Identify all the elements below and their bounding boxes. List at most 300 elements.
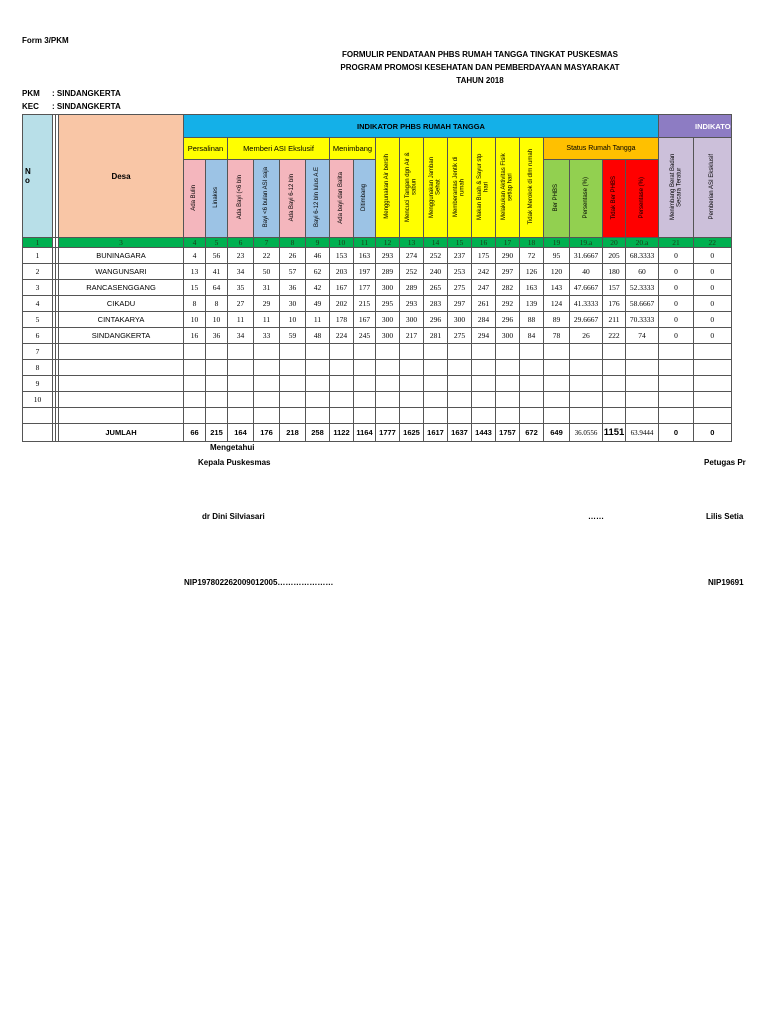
data-cell: [306, 344, 330, 360]
data-cell: 89: [544, 312, 570, 328]
blank-cell: [206, 408, 228, 424]
data-cell: [496, 344, 520, 360]
data-cell: [330, 392, 354, 408]
data-cell: [659, 376, 694, 392]
total-value: 164: [228, 424, 254, 442]
data-cell: [354, 344, 376, 360]
data-cell: 0: [694, 328, 732, 344]
data-cell: 178: [330, 312, 354, 328]
data-cell: 60: [626, 264, 659, 280]
data-cell: 0: [659, 248, 694, 264]
kepala-label: Kepala Puskesmas: [198, 458, 271, 467]
data-cell: 253: [448, 264, 472, 280]
row-number: 2: [23, 264, 53, 280]
total-value: 176: [254, 424, 280, 442]
index-cell: 13: [400, 238, 424, 248]
data-cell: [496, 376, 520, 392]
data-cell: 222: [603, 328, 626, 344]
total-value: 1443: [472, 424, 496, 442]
data-cell: [376, 360, 400, 376]
blank-cell: [424, 408, 448, 424]
data-cell: 293: [376, 248, 400, 264]
row-number: 10: [23, 392, 53, 408]
data-cell: 88: [520, 312, 544, 328]
data-cell: 31.6667: [570, 248, 603, 264]
data-cell: 62: [306, 264, 330, 280]
data-cell: 282: [496, 280, 520, 296]
pkm-value: : SINDANGKERTA: [52, 89, 121, 98]
pkm-label: PKM: [22, 89, 40, 98]
data-cell: 247: [472, 280, 496, 296]
data-cell: 22: [254, 248, 280, 264]
desa-name: RANCASENGGANG: [59, 280, 184, 296]
data-cell: 59: [280, 328, 306, 344]
blank-row: [23, 408, 732, 424]
desa-name: CIKADU: [59, 296, 184, 312]
title-line-1: FORMULIR PENDATAAN PHBS RUMAH TANGGA TINGKAT PUSKESMAS: [342, 50, 618, 59]
data-cell: 84: [520, 328, 544, 344]
total-value: 1625: [400, 424, 424, 442]
blank-cell: [472, 408, 496, 424]
data-cell: 74: [626, 328, 659, 344]
data-cell: 211: [603, 312, 626, 328]
total-value: 218: [280, 424, 306, 442]
data-cell: 50: [254, 264, 280, 280]
data-cell: 35: [228, 280, 254, 296]
data-cell: [254, 360, 280, 376]
data-cell: [496, 360, 520, 376]
sub-header-6: Ada Bayi (<6 bln: [228, 160, 254, 238]
sub-header-22: Pemberian ASI Eksklusif: [694, 138, 732, 238]
total-value: 1637: [448, 424, 472, 442]
data-cell: [400, 344, 424, 360]
data-cell: 47.6667: [570, 280, 603, 296]
data-cell: 252: [400, 264, 424, 280]
sub-header-18: Tidak Merokok di dlm rumah: [520, 138, 544, 238]
data-cell: 78: [544, 328, 570, 344]
data-cell: 175: [472, 248, 496, 264]
data-cell: 72: [520, 248, 544, 264]
index-cell: 19.a: [570, 238, 603, 248]
sub-header-19: Ber PHBS: [544, 160, 570, 238]
data-cell: 237: [448, 248, 472, 264]
data-cell: [570, 360, 603, 376]
table-row: [23, 360, 732, 376]
data-cell: 23: [228, 248, 254, 264]
blank-cell: [59, 408, 184, 424]
data-cell: 139: [520, 296, 544, 312]
data-cell: 16: [184, 328, 206, 344]
total-value: 0: [659, 424, 694, 442]
row-number: 1: [23, 248, 53, 264]
sub-header-15: Memberantas Jentik di rumah: [448, 138, 472, 238]
total-value: 1122: [330, 424, 354, 442]
data-cell: [306, 392, 330, 408]
data-cell: 296: [424, 312, 448, 328]
data-cell: [520, 376, 544, 392]
row-number: 4: [23, 296, 53, 312]
blank-cell: [659, 408, 694, 424]
asi-header: Memberi ASI Ekslusif: [228, 138, 330, 160]
index-cell: 18: [520, 238, 544, 248]
petugas-name: Lilis Setia: [706, 512, 744, 521]
data-cell: [472, 392, 496, 408]
sub-header-12: Menggunakan Air bersih: [376, 138, 400, 238]
total-value: 36.0556: [570, 424, 603, 442]
data-cell: [544, 344, 570, 360]
blank-cell: [23, 408, 53, 424]
data-cell: 27: [228, 296, 254, 312]
indikator-right-header: INDIKATO: [659, 115, 732, 138]
total-value: 1777: [376, 424, 400, 442]
data-cell: [496, 392, 520, 408]
data-cell: 10: [184, 312, 206, 328]
signature-dots: ……: [588, 512, 604, 521]
kec-label: KEC: [22, 102, 39, 111]
table-row: [23, 312, 732, 328]
index-cell: 5: [206, 238, 228, 248]
data-cell: [626, 376, 659, 392]
data-cell: [694, 360, 732, 376]
data-cell: 245: [354, 328, 376, 344]
data-cell: [659, 360, 694, 376]
indikator-header: INDIKATOR PHBS RUMAH TANGGA: [184, 115, 659, 138]
data-cell: 42: [306, 280, 330, 296]
data-cell: 295: [376, 296, 400, 312]
kec-value: : SINDANGKERTA: [52, 102, 121, 111]
kepala-name: dr Dini Silviasari: [202, 512, 265, 521]
data-cell: [228, 392, 254, 408]
data-cell: 4: [184, 248, 206, 264]
data-cell: [228, 360, 254, 376]
menimbang-header: Menimbang: [330, 138, 376, 160]
data-cell: 300: [400, 312, 424, 328]
desa-name: WANGUNSARI: [59, 264, 184, 280]
data-cell: [520, 392, 544, 408]
data-cell: 126: [520, 264, 544, 280]
blank-cell: [626, 408, 659, 424]
data-cell: 40: [570, 264, 603, 280]
title-line-3: TAHUN 2018: [456, 76, 504, 85]
desa-name: [59, 360, 184, 376]
blank-cell: [228, 408, 254, 424]
data-cell: [184, 360, 206, 376]
data-cell: [400, 360, 424, 376]
sub-header-5: Linakes: [206, 160, 228, 238]
index-cell: 8: [280, 238, 306, 248]
data-cell: 292: [496, 296, 520, 312]
data-cell: [659, 392, 694, 408]
total-value: 258: [306, 424, 330, 442]
index-cell: 22: [694, 238, 732, 248]
data-cell: [206, 376, 228, 392]
data-cell: 289: [400, 280, 424, 296]
persalinan-header: Persalinan: [184, 138, 228, 160]
sub-header-7: Bayi <6 bulan ASI saja: [254, 160, 280, 238]
data-cell: [330, 360, 354, 376]
data-cell: [448, 360, 472, 376]
phbs-table: [22, 114, 732, 442]
sub-header-16: Makan Buah & Sayur stp hari: [472, 138, 496, 238]
data-cell: 300: [496, 328, 520, 344]
data-cell: 0: [659, 296, 694, 312]
blank-cell: [448, 408, 472, 424]
data-cell: [472, 360, 496, 376]
data-cell: [448, 344, 472, 360]
petugas-nip: NIP19691: [708, 578, 744, 587]
kepala-nip: NIP197802262009012005…………………: [184, 578, 334, 587]
data-cell: 0: [694, 264, 732, 280]
data-cell: [376, 392, 400, 408]
blank-cell: [184, 408, 206, 424]
total-value: 215: [206, 424, 228, 442]
data-cell: 283: [424, 296, 448, 312]
data-cell: 163: [520, 280, 544, 296]
data-cell: 120: [544, 264, 570, 280]
data-cell: 29: [254, 296, 280, 312]
data-cell: [254, 376, 280, 392]
col-desa-header: Desa: [59, 115, 184, 238]
data-cell: 58.6667: [626, 296, 659, 312]
data-cell: [472, 344, 496, 360]
row-number: 5: [23, 312, 53, 328]
data-cell: [354, 376, 376, 392]
data-cell: [280, 392, 306, 408]
form-code: Form 3/PKM: [22, 36, 69, 45]
data-cell: 167: [354, 312, 376, 328]
row-number: 3: [23, 280, 53, 296]
blank-cell: [520, 408, 544, 424]
data-cell: [184, 344, 206, 360]
data-cell: [184, 376, 206, 392]
data-cell: 31: [254, 280, 280, 296]
data-cell: 46: [306, 248, 330, 264]
data-cell: [544, 360, 570, 376]
total-value: 1164: [354, 424, 376, 442]
data-cell: [354, 392, 376, 408]
data-cell: 56: [206, 248, 228, 264]
blank-cell: [544, 408, 570, 424]
data-cell: 11: [228, 312, 254, 328]
blank-cell: [603, 408, 626, 424]
data-cell: [603, 360, 626, 376]
data-cell: 0: [659, 328, 694, 344]
data-cell: 0: [694, 296, 732, 312]
data-cell: 0: [694, 248, 732, 264]
data-cell: 36: [280, 280, 306, 296]
total-label: JUMLAH: [59, 424, 184, 442]
index-cell: 6: [228, 238, 254, 248]
data-cell: 300: [376, 328, 400, 344]
data-cell: 8: [184, 296, 206, 312]
row-number: 9: [23, 376, 53, 392]
data-cell: [280, 376, 306, 392]
row-number: 8: [23, 360, 53, 376]
data-cell: [626, 392, 659, 408]
index-cell: 19: [544, 238, 570, 248]
data-cell: [626, 344, 659, 360]
index-cell: 17: [496, 238, 520, 248]
col-no-header: N o: [23, 115, 53, 238]
data-cell: 294: [472, 328, 496, 344]
data-cell: [206, 344, 228, 360]
mengetahui-label: Mengetahui: [210, 443, 255, 452]
total-value: 1617: [424, 424, 448, 442]
data-cell: [280, 344, 306, 360]
data-cell: 143: [544, 280, 570, 296]
sub-header-9: Bayi 6-12 bln lulus A.E: [306, 160, 330, 238]
data-cell: 289: [376, 264, 400, 280]
index-cell: 12: [376, 238, 400, 248]
data-cell: [472, 376, 496, 392]
blank-cell: [306, 408, 330, 424]
index-cell: 7: [254, 238, 280, 248]
data-cell: 26: [280, 248, 306, 264]
index-cell: 16: [472, 238, 496, 248]
data-cell: 13: [184, 264, 206, 280]
total-value: 66: [184, 424, 206, 442]
data-cell: 205: [603, 248, 626, 264]
data-cell: 297: [448, 296, 472, 312]
data-cell: 290: [496, 248, 520, 264]
desa-name: SINDANGKERTA: [59, 328, 184, 344]
data-cell: 163: [354, 248, 376, 264]
data-cell: [448, 392, 472, 408]
desa-name: [59, 344, 184, 360]
data-cell: [694, 392, 732, 408]
table-row: [23, 376, 732, 392]
blank-cell: [280, 408, 306, 424]
data-cell: [206, 360, 228, 376]
data-cell: 0: [659, 264, 694, 280]
data-cell: [448, 376, 472, 392]
desa-name: BUNINAGARA: [59, 248, 184, 264]
index-cell: 20.a: [626, 238, 659, 248]
sub-header-11: Ditimbang: [354, 160, 376, 238]
data-cell: [603, 392, 626, 408]
data-cell: 0: [694, 312, 732, 328]
data-cell: 0: [694, 280, 732, 296]
data-cell: 70.3333: [626, 312, 659, 328]
data-cell: 0: [659, 280, 694, 296]
table-row: [23, 328, 732, 344]
data-cell: [424, 376, 448, 392]
data-cell: [424, 392, 448, 408]
data-cell: 10: [206, 312, 228, 328]
data-cell: 34: [228, 264, 254, 280]
data-cell: 224: [330, 328, 354, 344]
sub-header-14: Menggunakan Jamban Sehat: [424, 138, 448, 238]
data-cell: 33: [254, 328, 280, 344]
data-cell: [520, 360, 544, 376]
index-cell: 21: [659, 238, 694, 248]
total-value: 1151: [603, 424, 626, 442]
sub-header-20a: Persentase (%): [626, 160, 659, 238]
data-cell: 48: [306, 328, 330, 344]
data-cell: 215: [354, 296, 376, 312]
petugas-label: Petugas Pr: [704, 458, 746, 467]
data-cell: [424, 344, 448, 360]
data-cell: 64: [206, 280, 228, 296]
data-cell: 8: [206, 296, 228, 312]
data-cell: [376, 376, 400, 392]
data-cell: [694, 344, 732, 360]
index-cell: 10: [330, 238, 354, 248]
data-cell: 275: [448, 328, 472, 344]
blank-cell: [570, 408, 603, 424]
data-cell: [659, 344, 694, 360]
status-header: Status Rumah Tangga: [544, 138, 659, 160]
data-cell: 34: [228, 328, 254, 344]
data-cell: 240: [424, 264, 448, 280]
data-cell: 57: [280, 264, 306, 280]
total-value: 672: [520, 424, 544, 442]
data-cell: [206, 392, 228, 408]
data-cell: 242: [472, 264, 496, 280]
table-row: [23, 248, 732, 264]
data-cell: [254, 392, 280, 408]
data-cell: 300: [448, 312, 472, 328]
sub-header-8: Ada Bayi 6-12 bln: [280, 160, 306, 238]
data-cell: 275: [448, 280, 472, 296]
row-number: 6: [23, 328, 53, 344]
data-cell: [570, 344, 603, 360]
data-cell: 124: [544, 296, 570, 312]
index-cell: 14: [424, 238, 448, 248]
data-cell: 284: [472, 312, 496, 328]
data-cell: 177: [354, 280, 376, 296]
index-cell: 1: [23, 238, 53, 248]
blank-cell: [496, 408, 520, 424]
data-cell: 293: [400, 296, 424, 312]
data-cell: 26: [570, 328, 603, 344]
data-cell: 52.3333: [626, 280, 659, 296]
data-cell: 197: [354, 264, 376, 280]
index-row: [23, 238, 732, 248]
data-cell: 11: [254, 312, 280, 328]
blank-cell: [354, 408, 376, 424]
desa-name: [59, 392, 184, 408]
data-cell: 10: [280, 312, 306, 328]
data-cell: [184, 392, 206, 408]
data-cell: 297: [496, 264, 520, 280]
data-cell: 180: [603, 264, 626, 280]
data-cell: [400, 376, 424, 392]
index-cell: 11: [354, 238, 376, 248]
data-cell: [626, 360, 659, 376]
desa-name: CINTAKARYA: [59, 312, 184, 328]
data-cell: [603, 344, 626, 360]
total-value: 1757: [496, 424, 520, 442]
data-cell: [228, 344, 254, 360]
data-cell: [254, 344, 280, 360]
blank-cell: [694, 408, 732, 424]
data-cell: 11: [306, 312, 330, 328]
data-cell: 265: [424, 280, 448, 296]
data-cell: 202: [330, 296, 354, 312]
data-cell: 95: [544, 248, 570, 264]
table-row: [23, 280, 732, 296]
index-cell: 4: [184, 238, 206, 248]
data-cell: [544, 392, 570, 408]
data-cell: [280, 360, 306, 376]
data-cell: [603, 376, 626, 392]
index-cell: 3: [59, 238, 184, 248]
data-cell: 30: [280, 296, 306, 312]
table-row: [23, 296, 732, 312]
data-cell: 68.3333: [626, 248, 659, 264]
index-cell: 20: [603, 238, 626, 248]
